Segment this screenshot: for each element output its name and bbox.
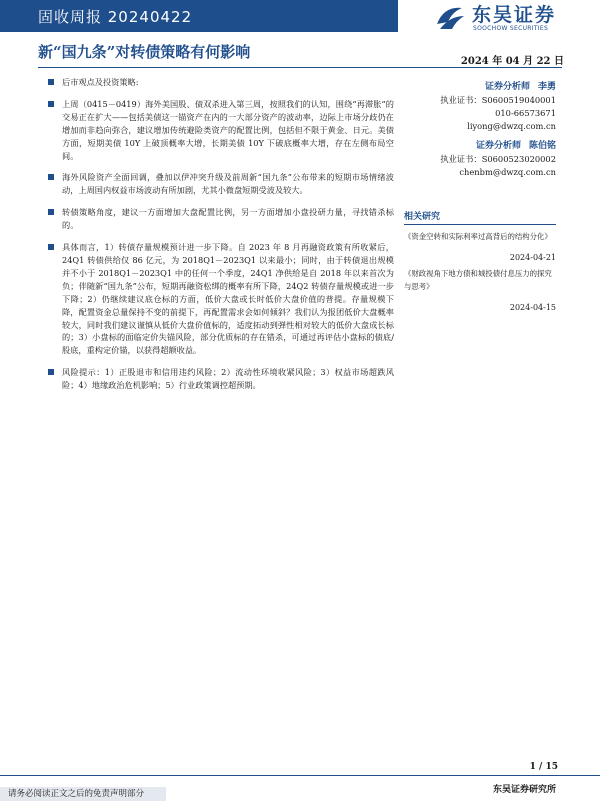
bullet-square-icon bbox=[48, 174, 54, 180]
related-research-date: 2024-04-15 bbox=[509, 303, 556, 313]
bullet-item bbox=[42, 76, 394, 89]
related-research-item[interactable]: 《财政视角下地方债和城投债付息压力的探究与思考》 bbox=[404, 269, 552, 292]
analyst-email[interactable]: chenbm@dwzq.com.cn bbox=[459, 166, 556, 177]
analyst-header bbox=[404, 80, 556, 94]
bullet-square-icon bbox=[48, 101, 54, 107]
bullet-text: 上周（0415－0419）海外美国股、债双杀进入第三周，按照我们的认知，围绕“再滞胀”的交易正在扩大——包括美债这一锚资产在内的一大部分资产的波动率，边际上市场分歧仍在增加而非趋向弥合，建议增加传统避险类资产的配置比例，包括但不限于黄金、日元。美债方面，短期美债 10Y 上破顶概率大增，长期美债 10Y 下破底概率大增，存在左侧布局空间。 bbox=[62, 98, 394, 161]
license-label: 执业证书： bbox=[440, 153, 482, 164]
page-number: 1 / 15 bbox=[529, 762, 558, 772]
bullet-item bbox=[42, 206, 394, 232]
bullet-text: 海外风险资产全面回调，叠加以伊冲突升级及前周新“国九条”公布带来的短期市场情绪波动，上周国内权益市场波动有所加剧，尤其小微盘短期受波及较大。 bbox=[62, 172, 394, 196]
bullet-item bbox=[42, 98, 394, 163]
bullet-square-icon bbox=[48, 209, 54, 215]
company-logo bbox=[434, 0, 594, 38]
bullet-square-icon bbox=[48, 369, 54, 375]
analyst-name: 李勇 bbox=[537, 82, 556, 92]
institute-name: 东吴证券研究所 bbox=[492, 785, 556, 795]
report-series-title: 固收周报 20240422 bbox=[38, 8, 193, 26]
analyst-license bbox=[404, 153, 556, 166]
analyst-name: 陈伯铭 bbox=[528, 140, 556, 151]
related-research-title: 相关研究 bbox=[404, 209, 556, 225]
bullet-item bbox=[42, 171, 394, 197]
license-label: 执业证书： bbox=[440, 95, 482, 105]
sidebar bbox=[404, 80, 556, 312]
license-number: S0600523020002 bbox=[481, 153, 556, 164]
document-title: 新“国九条”对转债策略有何影响 bbox=[38, 43, 251, 61]
bullet-text: 后市观点及投资策略: bbox=[62, 77, 139, 87]
analyst-role: 证券分析师 bbox=[484, 82, 530, 92]
logo-mark-icon bbox=[434, 2, 466, 32]
license-number: S0600519040001 bbox=[481, 95, 556, 105]
bullet-square-icon bbox=[48, 244, 54, 250]
analyst-role: 证券分析师 bbox=[475, 140, 521, 151]
bullet-text: 具体而言，1）转债存量规模预计进一步下降。自 2023 年 8 月再融资政策有所收紧后，24Q1 转债供给仅 86 亿元，为 2018Q1－2023Q1 以来最小；同时，由于转债退出规模并不小于 2018Q1－2023Q1 中的任何一个季度，24Q1 净供给是自 2018 年以来首次为负；伴随新“国九条”公布，短期再融资松绑的概率有所下降，24Q2 转债存量规模或进一步下降；2）仍继续建议底仓标的方面，低价大盘或长时低价大盘价值的普提。存量规模下降，配置资金总量保持不变的前提下，再配置需求会如何倾斜？我们认为报团低价大盘概率较大，同时我们建议谨慎从低价大盘价值标的，适度拓动到弹性相对较大的低价大盘成长标的；3）小盘标的面临定价失锚风险，部分优质标的存在错杀，可通过再评估小盘标的债底/股底，重构定价锚，以获得超额收益。 bbox=[62, 242, 394, 356]
related-research-date: 2024-04-21 bbox=[509, 253, 556, 263]
analyst-email[interactable]: liyong@dwzq.com.cn bbox=[467, 121, 556, 132]
bullet-square-icon bbox=[48, 79, 54, 85]
footer-divider bbox=[0, 775, 600, 776]
bullet-text: 转债策略角度，建议一方面增加大盘配置比例，另一方面增加小盘投研力量，寻找错杀标的。 bbox=[62, 207, 394, 231]
logo-text-cn: 东吴证券 bbox=[472, 4, 557, 26]
document-date: 2024 年 04 月 22 日 bbox=[460, 56, 564, 67]
bullet-item bbox=[42, 366, 394, 392]
analyst-header bbox=[404, 139, 556, 153]
related-research-item[interactable]: 《资金空转和实际利率过高背后的结构分化》 bbox=[404, 232, 552, 242]
main-content bbox=[42, 76, 394, 401]
disclaimer-note: 请务必阅读正文之后的免责声明部分 bbox=[0, 787, 166, 801]
bullet-text: 风险提示：1）正股退市和信用违约风险；2）流动性环境收紧风险；3）权益市场超跌风险；4）地缘政治危机影响；5）行业政策调控超预期。 bbox=[62, 367, 394, 391]
analyst-license bbox=[404, 94, 556, 107]
header-bar bbox=[0, 0, 398, 32]
analyst-phone: 010-66573671 bbox=[495, 108, 556, 119]
logo-text-en: SOOCHOW SECURITIES bbox=[473, 25, 549, 32]
bullet-item bbox=[42, 241, 394, 357]
title-divider bbox=[38, 67, 562, 68]
